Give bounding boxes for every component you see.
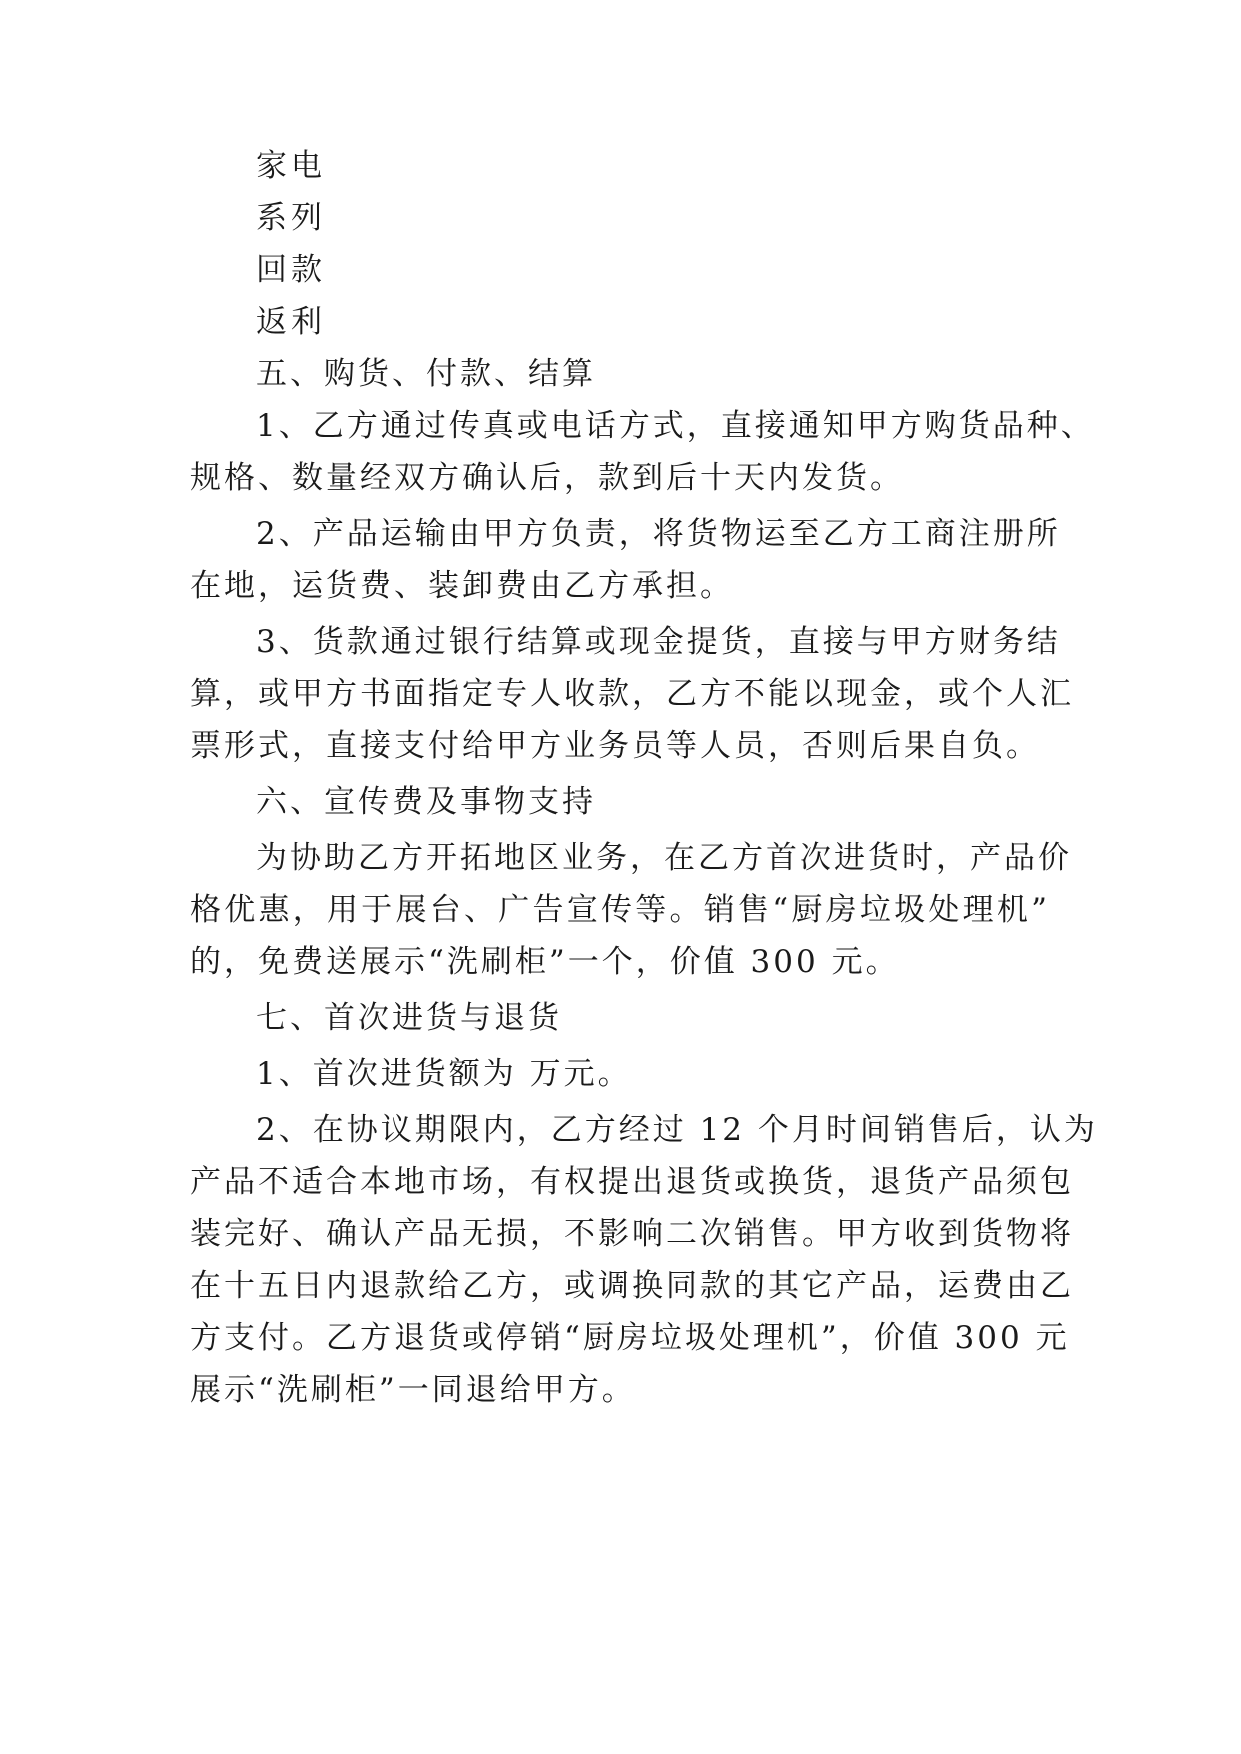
paragraph-line: 在十五日内退款给乙方，或调换同款的其它产品，运费由乙 bbox=[190, 1268, 1074, 1304]
section-heading-promotion-support: 六、宣传费及事物支持 bbox=[256, 784, 596, 820]
paragraph-line: 为协助乙方开拓地区业务，在乙方首次进货时，产品价 bbox=[256, 840, 1072, 876]
paragraph-line: 产品不适合本地市场，有权提出退货或换货，退货产品须包 bbox=[190, 1164, 1074, 1200]
list-item-rebate: 返利 bbox=[256, 304, 326, 340]
paragraph-line: 规格、数量经双方确认后，款到后十天内发货。 bbox=[190, 460, 904, 496]
paragraph-line: 1、乙方通过传真或电话方式，直接通知甲方购货品种、 bbox=[256, 408, 1095, 444]
paragraph-line: 展示“洗刷柜”一同退给甲方。 bbox=[190, 1372, 636, 1408]
section-heading-purchase-payment: 五、购货、付款、结算 bbox=[256, 356, 596, 392]
paragraph-line: 的，免费送展示“洗刷柜”一个，价值 300 元。 bbox=[190, 944, 900, 980]
paragraph-line: 3、货款通过银行结算或现金提货，直接与甲方财务结 bbox=[256, 624, 1061, 660]
section-heading-first-order-return: 七、首次进货与退货 bbox=[256, 1000, 562, 1036]
paragraph-line: 装完好、确认产品无损，不影响二次销售。甲方收到货物将 bbox=[190, 1216, 1074, 1252]
list-item-series: 系列 bbox=[256, 200, 326, 236]
paragraph-line: 1、首次进货额为 万元。 bbox=[256, 1056, 632, 1092]
paragraph-line: 2、产品运输由甲方负责，将货物运至乙方工商注册所 bbox=[256, 516, 1061, 552]
list-item-payment-return: 回款 bbox=[256, 252, 326, 288]
paragraph-line: 方支付。乙方退货或停销“厨房垃圾处理机”，价值 300 元 bbox=[190, 1320, 1070, 1356]
list-item-appliance: 家电 bbox=[256, 148, 326, 184]
paragraph-line: 格优惠，用于展台、广告宣传等。销售“厨房垃圾处理机” bbox=[190, 892, 1050, 928]
paragraph-line: 票形式，直接支付给甲方业务员等人员，否则后果自负。 bbox=[190, 728, 1040, 764]
paragraph-line: 在地，运货费、装卸费由乙方承担。 bbox=[190, 568, 734, 604]
paragraph-line: 2、在协议期限内，乙方经过 12 个月时间销售后，认为 bbox=[256, 1112, 1098, 1148]
paragraph-line: 算，或甲方书面指定专人收款，乙方不能以现金，或个人汇 bbox=[190, 676, 1074, 712]
